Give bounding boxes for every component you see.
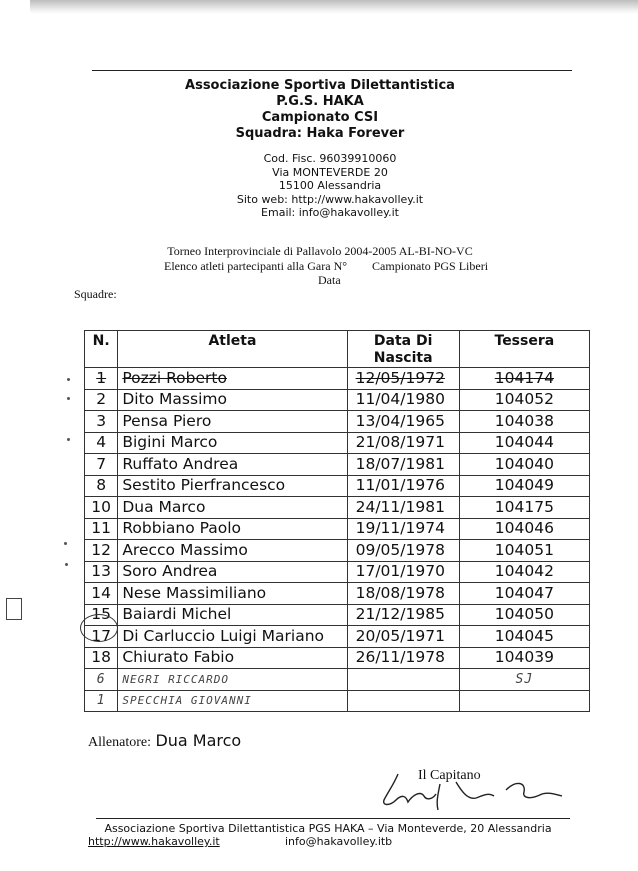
col-birthdate-line2: Nascita xyxy=(373,350,433,366)
row-birthdate: 19/11/1974 xyxy=(347,518,459,540)
row-birthdate: 21/12/1985 xyxy=(347,604,459,626)
margin-mark xyxy=(67,378,70,381)
row-card: 104044 xyxy=(459,432,589,454)
row-card: 104051 xyxy=(459,540,589,562)
row-number: 2 xyxy=(85,389,118,411)
team-name: Squadra: Haka Forever xyxy=(235,126,405,141)
row-athlete: Arecco Massimo xyxy=(118,540,347,562)
row-card: 104049 xyxy=(459,475,589,497)
row-athlete: Di Carluccio Luigi Mariano xyxy=(118,626,347,648)
table-row xyxy=(85,626,590,648)
row-card xyxy=(459,690,589,712)
row-birthdate: 20/05/1971 xyxy=(347,626,459,648)
row-number: 6 xyxy=(85,669,118,691)
footer-email[interactable]: info@hakavolley.itb xyxy=(285,835,393,848)
row-athlete: Sestito Pierfrancesco xyxy=(118,475,347,497)
club-name: P.G.S. HAKA xyxy=(276,94,364,109)
footer-website[interactable]: http://www.hakavolley.it xyxy=(88,835,220,848)
row-birthdate: 18/08/1978 xyxy=(347,583,459,605)
tax-code: Cod. Fisc. 96039910060 xyxy=(263,152,397,165)
row-birthdate xyxy=(347,669,459,691)
margin-mark xyxy=(65,563,68,566)
row-athlete: SPECCHIA GIOVANNI xyxy=(118,690,347,712)
row-number: 1 xyxy=(85,690,118,712)
row-number: 15 xyxy=(85,604,118,626)
row-athlete: Robbiano Paolo xyxy=(118,518,347,540)
row-athlete: Pozzi Roberto xyxy=(122,368,227,387)
row-number: 3 xyxy=(85,411,118,433)
table-row-handwritten xyxy=(85,690,590,712)
address-street: Via MONTEVERDE 20 xyxy=(272,165,388,179)
row-card: 104045 xyxy=(459,626,589,648)
col-number: N. xyxy=(85,331,118,368)
address-city: 15100 Alessandria xyxy=(278,179,382,192)
teams-label: Squadre: xyxy=(74,287,117,301)
coach-label: Allenatore: xyxy=(88,735,151,750)
athletes-list-label: Elenco atleti partecipanti alla Gara N° xyxy=(164,259,348,273)
row-birthdate: 24/11/1981 xyxy=(347,497,459,519)
table-row xyxy=(85,604,590,626)
col-birthdate xyxy=(347,331,459,368)
coach-name: Dua Marco xyxy=(155,731,242,750)
table-row xyxy=(85,475,590,497)
row-number: 17 xyxy=(85,626,118,648)
row-birthdate: 11/04/1980 xyxy=(347,389,459,411)
row-athlete: Chiurato Fabio xyxy=(118,647,347,669)
margin-mark xyxy=(67,397,70,400)
bottom-rule xyxy=(96,818,570,819)
date-label: Data xyxy=(318,273,341,287)
binder-hole-mark xyxy=(6,598,22,620)
row-number: 14 xyxy=(85,583,118,605)
hand-drawn-circle xyxy=(80,614,118,642)
row-birthdate: 21/08/1971 xyxy=(347,432,459,454)
row-number: 4 xyxy=(85,432,118,454)
row-number: 8 xyxy=(85,475,118,497)
captain-signature xyxy=(376,770,566,812)
row-card: 104174 xyxy=(494,368,554,387)
table-row xyxy=(85,432,590,454)
table-row xyxy=(85,647,590,669)
row-number: 10 xyxy=(85,497,118,519)
row-birthdate xyxy=(347,690,459,712)
row-athlete: Soro Andrea xyxy=(118,561,347,583)
website: Sito web: http://www.hakavolley.it xyxy=(236,192,424,206)
championship: Campionato CSI xyxy=(261,110,379,125)
row-number: 13 xyxy=(85,561,118,583)
row-card: 104040 xyxy=(459,454,589,476)
table-row xyxy=(85,368,590,390)
table-header-row xyxy=(85,331,590,368)
row-card: 104175 xyxy=(459,497,589,519)
margin-mark xyxy=(67,438,70,441)
row-athlete: Bigini Marco xyxy=(118,432,347,454)
row-card: 104052 xyxy=(459,389,589,411)
contact-block xyxy=(190,152,470,220)
tournament-subtitle xyxy=(100,259,560,274)
row-card: 104039 xyxy=(459,647,589,669)
row-number: 12 xyxy=(85,540,118,562)
association-name: Associazione Sportiva Dilettantistica xyxy=(185,78,455,93)
row-card: SJ xyxy=(459,669,589,691)
margin-mark xyxy=(64,542,67,545)
row-birthdate: 26/11/1978 xyxy=(347,647,459,669)
row-birthdate: 09/05/1978 xyxy=(347,540,459,562)
table-row xyxy=(85,411,590,433)
table-row xyxy=(85,561,590,583)
captain-label: Il Capitano xyxy=(418,768,481,783)
row-athlete: Pensa Piero xyxy=(118,411,347,433)
row-birthdate: 17/01/1970 xyxy=(347,561,459,583)
row-number: 1 xyxy=(96,368,107,387)
table-row-handwritten xyxy=(85,669,590,691)
row-athlete: Ruffato Andrea xyxy=(118,454,347,476)
row-card: 104046 xyxy=(459,518,589,540)
letterhead xyxy=(120,78,520,142)
row-birthdate: 11/01/1976 xyxy=(347,475,459,497)
row-card: 104050 xyxy=(459,604,589,626)
email: Email: info@hakavolley.it xyxy=(261,206,399,219)
col-birthdate-line1: Data Di xyxy=(373,333,433,349)
scan-shadow xyxy=(30,0,638,14)
row-card: 104047 xyxy=(459,583,589,605)
row-birthdate: 18/07/1981 xyxy=(347,454,459,476)
table-row xyxy=(85,454,590,476)
row-athlete: Dito Massimo xyxy=(118,389,347,411)
table-row xyxy=(85,389,590,411)
table-row xyxy=(85,497,590,519)
col-athlete: Atleta xyxy=(118,331,347,368)
footer-address: Associazione Sportiva Dilettantistica PGS HAKA – Via Monteverde, 20 Alessandria xyxy=(104,822,552,835)
table-row xyxy=(85,540,590,562)
row-card: 104038 xyxy=(459,411,589,433)
row-athlete: Baiardi Michel xyxy=(118,604,347,626)
row-birthdate: 13/04/1965 xyxy=(347,411,459,433)
athletes-table xyxy=(84,330,590,712)
table-row xyxy=(85,518,590,540)
row-number: 7 xyxy=(85,454,118,476)
row-number: 11 xyxy=(85,518,118,540)
row-number: 18 xyxy=(85,647,118,669)
col-card: Tessera xyxy=(459,331,589,368)
row-athlete: Dua Marco xyxy=(118,497,347,519)
top-rule xyxy=(92,70,572,71)
league-label: Campionato PGS Liberi xyxy=(372,259,489,273)
row-athlete: Nese Massimiliano xyxy=(118,583,347,605)
tournament-title: Torneo Interprovinciale di Pallavolo 2004-2005 AL-BI-NO-VC xyxy=(167,244,473,258)
coach xyxy=(88,731,241,751)
row-card: 104042 xyxy=(459,561,589,583)
row-athlete: NEGRI RICCARDO xyxy=(118,669,347,691)
table-row xyxy=(85,583,590,605)
row-birthdate: 12/05/1972 xyxy=(355,368,445,387)
